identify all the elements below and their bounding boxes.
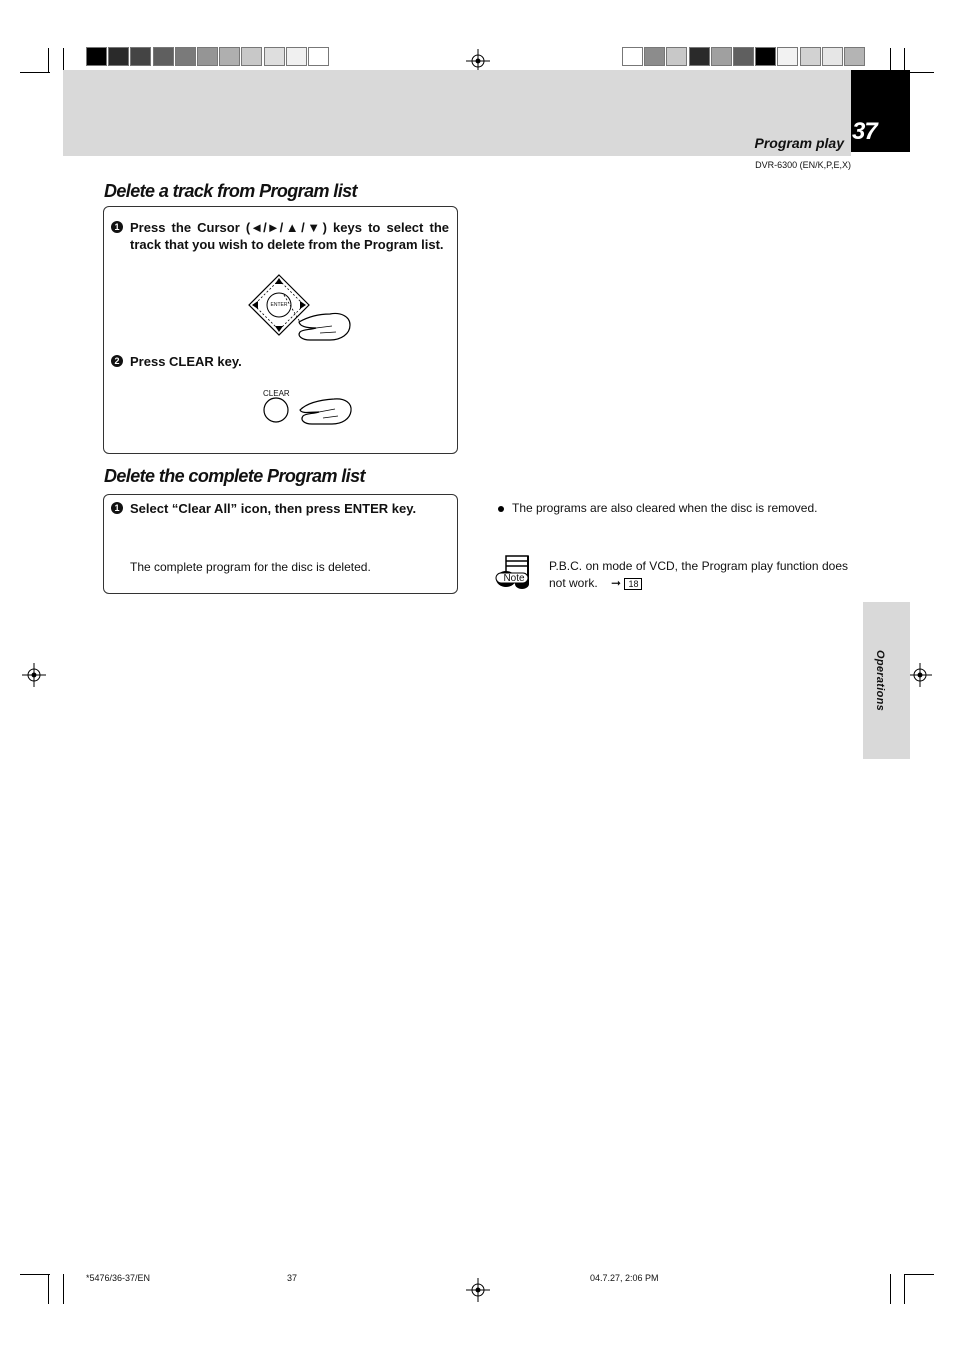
color-swatch [153,47,174,66]
heading-delete-track: Delete a track from Program list [104,181,357,201]
color-swatch [844,47,865,66]
step-select-track: Press the Cursor (◄/►/▲/▼) keys to select the track that you wish to delete from the Program list. [130,220,449,252]
color-swatch [666,47,687,66]
color-swatch [800,47,821,66]
note-text [549,558,848,592]
step-clear-all: Select “Clear All” icon, then press ENTER key. [130,501,417,516]
color-swatch [175,47,196,66]
registration-mark-icon [22,663,46,687]
color-swatch [733,47,754,66]
page-reference: 18 [624,578,642,590]
color-swatch [86,47,107,66]
registration-mark-icon [908,663,932,687]
clear-key-illustration [262,396,358,426]
color-swatch [711,47,732,66]
step-press-clear: Press CLEAR key. [130,354,242,369]
side-tab [863,602,910,759]
color-swatch [108,47,129,66]
color-swatch [822,47,843,66]
bullet-icon [498,506,504,512]
step-number: 1 [111,221,123,233]
footer-date: 04.7.27, 2:06 PM [590,1273,659,1283]
color-swatch [219,47,240,66]
result-text: The complete program for the disc is deleted. [130,560,371,574]
color-swatch [777,47,798,66]
color-swatch [264,47,285,66]
step-number: 2 [111,355,123,367]
page-ref-arrow-icon: ➞ [611,576,622,590]
step-number: 1 [111,502,123,514]
footer-page: 37 [287,1273,298,1283]
color-swatch [644,47,665,66]
color-swatch [241,47,262,66]
footer-code: *5476/36-37/EN [86,1273,151,1283]
heading-delete-complete: Delete the complete Program list [104,466,365,486]
note-body: P.B.C. on mode of VCD, the Program play function does not work. [549,559,848,590]
clear-key-label: CLEAR [263,389,290,398]
color-swatch [286,47,307,66]
color-swatch [308,47,329,66]
color-swatch [130,47,151,66]
color-swatch [689,47,710,66]
bullet-note: The programs are also cleared when the disc is removed. [512,501,818,515]
section-title: Program play [754,135,844,151]
color-swatch [755,47,776,66]
cursor-keypad-illustration [244,270,354,344]
color-swatch [622,47,643,66]
enter-key-label: ENTER [270,302,288,308]
registration-mark-icon [466,1278,490,1302]
note-icon-label: Note [503,573,525,584]
page-number: 37 [852,118,877,145]
model-label: DVR-6300 (EN/K,P,E,X) [755,160,851,170]
side-tab-label: Operations [874,650,886,712]
color-swatch [197,47,218,66]
